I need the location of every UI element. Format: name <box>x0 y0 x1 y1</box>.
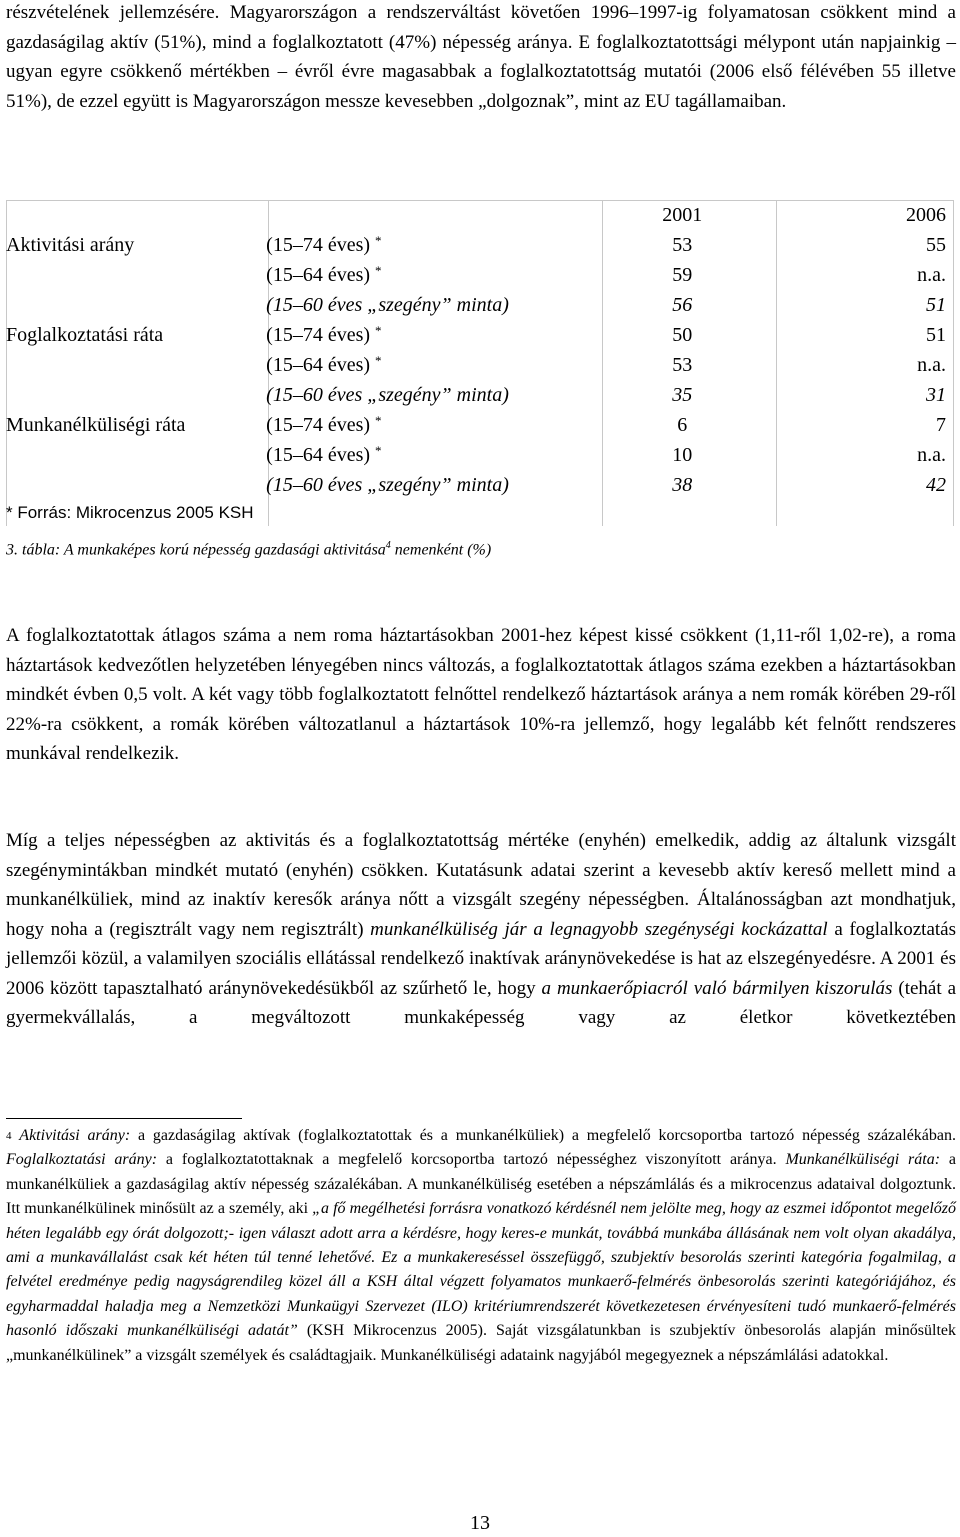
table-row <box>6 440 956 470</box>
footnote-star: * <box>375 233 382 248</box>
table-row <box>6 380 956 410</box>
value-2001: 50 <box>672 324 693 346</box>
row-subgroup-label: (15–60 éves „szegény” minta) <box>266 474 509 496</box>
row-group-label <box>6 350 266 380</box>
value-2001: 56 <box>672 294 693 316</box>
value-2001: 38 <box>672 474 693 496</box>
value-2001: 35 <box>672 384 693 406</box>
page-number: 13 <box>470 1512 490 1534</box>
emphasis: a munkaerőpiacról való bármilyen kiszorulás <box>541 977 893 999</box>
value-2006: n.a. <box>917 354 946 376</box>
row-subgroup-label: (15–60 éves „szegény” minta) <box>266 384 509 406</box>
footnote: $^4$ Aktivitási arány: a gazdaságilag aktívak (foglalkoztatottak és a munkanélküliek) a megfelelő korcsoportba tartozó népesség százalékában. Foglalkoztatási arány: a foglalkoztatottaknak a megfelelő korcsoportba tartozó népességhez viszonyított aránya. Munkanélküliségi ráta: a munkanélküliek a gazdaságilag aktív népesség százalékában. A munkanélküliség esetében a népszámlálás és a mikrocenzus adataival dolgoztunk. Itt munkanélkülinek minősült az a személy, aki „a fő megélhetési forrásra vonatkozó kérdésnél nem jelölte meg, hogy az eszmei időpontot megelőző héten legalább egy órát dolgozott;- igen választ adott arra a kérdésre, hogy keres-e munkát, továbbá munkába állásának nem volt olyan akadálya, ami a munkavállalást csak két héten túl tenné lehetővé. Ez a munkakereséssel összefüggő, szubjektív besorolás szerinti kategória fogalmilag, a felvétel eredménye pedig nagyságrendileg közel áll a KSH által végzett folyamatos munkaerő-felmérés önbesorolás szerinti kategóriájához, és egyharmaddal haladja meg a Nemzetközi Munkaügyi Szervezet (ILO) kritériumrendszerét következetesen érvényesíteni tudó munkaerő-felmérés hasonló időszaki munkanélküliségi adatát” (KSH Mikrocenzus 2005). Saját vizsgálatunkban is szubjektív önbesorolás alapján minősültek „munkanélkülinek” a vizsgált személyek és családtagjaik. Munkanélküliségi adataink nagyjából megegyeznek a népszámlálási adatokkal. <box>6 1127 957 1364</box>
row-group-label <box>6 380 266 410</box>
value-2006: n.a. <box>917 444 946 466</box>
table-row <box>6 350 956 380</box>
emphasis: munkanélküliség jár a legnagyobb szegénységi kockázattal <box>370 918 828 940</box>
value-2006: 31 <box>926 384 946 406</box>
value-2001: 6 <box>677 414 688 436</box>
row-group-label: Aktivitási arány <box>6 234 135 256</box>
table-row <box>6 470 956 500</box>
row-group-label: Foglalkoztatási ráta <box>6 324 164 346</box>
footnote-star: * <box>375 263 382 278</box>
year-header: 2001 <box>662 204 703 226</box>
row-subgroup-label: (15–60 éves „szegény” minta) <box>266 294 509 316</box>
table-row <box>6 230 956 260</box>
value-2006: 42 <box>926 474 946 496</box>
footnote-star: * <box>375 353 382 368</box>
row-group-label <box>6 470 266 500</box>
footnote-star: * <box>375 323 382 338</box>
footnote-star: * <box>375 413 382 428</box>
row-group-label: Munkanélküliségi ráta <box>6 414 186 436</box>
value-2001: 53 <box>672 354 693 376</box>
value-2006: 51 <box>926 294 946 316</box>
year-header: 2006 <box>906 204 946 226</box>
row-subgroup-label: (15–74 éves) * <box>266 413 382 436</box>
footnote-separator <box>6 1118 242 1119</box>
row-subgroup-label: (15–74 éves) * <box>266 323 382 346</box>
row-group-label <box>6 260 266 290</box>
table-row <box>6 260 956 290</box>
value-2001: 59 <box>672 264 693 286</box>
value-2006: 55 <box>926 234 946 256</box>
value-2006: n.a. <box>917 264 946 286</box>
value-2006: 7 <box>936 414 946 436</box>
value-2001: 53 <box>672 234 693 256</box>
row-subgroup-label: (15–64 éves) * <box>266 263 382 286</box>
row-subgroup-label: (15–64 éves) * <box>266 353 382 376</box>
table-caption: 3. tábla: A munkaképes korú népesség gazdasági aktivitása$^4$ nemenként (%) <box>6 540 492 559</box>
table-source-note: * Forrás: Mikrocenzus 2005 KSH <box>6 503 254 522</box>
activity-table <box>6 200 956 500</box>
table-row <box>6 290 956 320</box>
paragraph-activity-change: Míg a teljes népességben az aktivitás és a foglalkoztatottság mértéke (enyhén) emelkedik, addig az általunk vizsgált szegénymintákban mindkét mutató (enyhén) csökken. Kutatásunk adatai szerint a kevesebb aktív kereső mellett mind a munkanélküliek, mind az inaktív keresők aránya nőtt a vizsgált szegény népességben. Általánosságban azt mondhatjuk, hogy noha a (regisztrált vagy nem regisztrált) munkanélküliség jár a legnagyobb szegénységi kockázattal a foglalkoztatás jellemzői közül, a valamilyen szociális ellátással rendelkező inaktívak aránynövekedése is hat az elszegényedésre. A 2001 és 2006 között tapasztalható aránynövekedésükből az szűrhető le, hogy a munkaerőpiacról való bármilyen kiszorulás (tehát a gyermekvállalás, a megváltozott munkaképesség vagy az életkor következtében <box>6 830 957 1028</box>
footnote-star: * <box>375 443 382 458</box>
row-subgroup-label: (15–74 éves) * <box>266 233 382 256</box>
table-row <box>6 320 956 350</box>
footnote-number: 4 <box>6 1130 12 1142</box>
value-2006: 51 <box>926 324 946 346</box>
intro-paragraph: részvételének jellemzésére. Magyarországon a rendszerváltást követően 1996–1997-ig folyamatosan csökkent mind a gazdaságilag aktív (51%), mind a foglalkoztatott (47%) népesség aránya. E foglalkoztatottsági mélypont után napjainkig – ugyan egyre csökkenő mértékben – évről évre magasabbak a foglalkoztatottság mutatói (2006 első félévében 55 illetve 51%), de ezzel együtt is Magyarországon messze kevesebben „dolgoznak”, mint az EU tagállamaiban. <box>6 2 956 112</box>
value-2001: 10 <box>672 444 693 466</box>
table-header-row <box>6 200 956 230</box>
row-group-label <box>6 440 266 470</box>
paragraph-household-employment: A foglalkoztatottak átlagos száma a nem roma háztartásokban 2001-hez képest kissé csökkent (1,11-ről 1,02-re), a roma háztartások kedvezőtlen helyzetében lényegében nincs változás, a foglalkoztatottak átlagos száma ezekben a háztartásokban mindkét évben 0,5 volt. A két vagy több foglalkoztatott felnőttel rendelkező háztartások aránya a nem romák körében 29-ről 22%-ra csökkent, a romák körében változatlanul a háztartások 10%-ra jellemző, hogy legalább két felnőtt rendszeres munkával rendelkezik. <box>6 625 956 764</box>
row-subgroup-label: (15–64 éves) * <box>266 443 382 466</box>
row-group-label <box>6 290 266 320</box>
table-row <box>6 410 956 440</box>
